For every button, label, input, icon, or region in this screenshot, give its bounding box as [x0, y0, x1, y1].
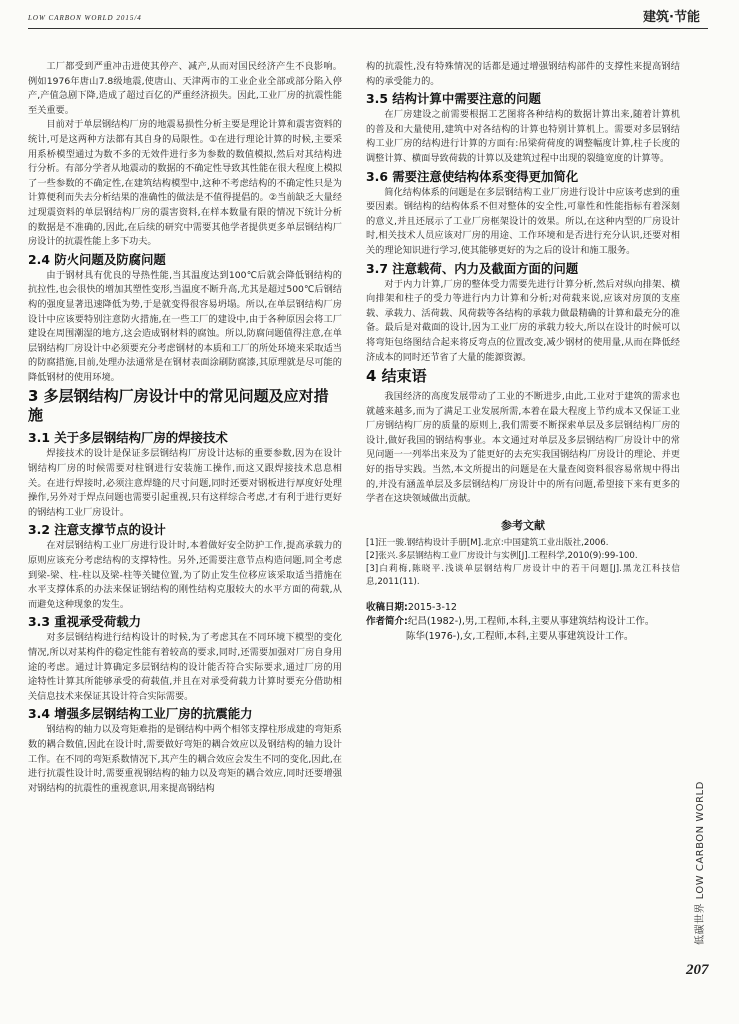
paragraph: 构的抗震性,没有特殊情况的话都是通过增强钢结构部件的支撑性来提高钢结构的承受能力的。	[366, 61, 680, 87]
section-heading-2-4: 2.4 防火问题及防腐问题	[28, 251, 166, 267]
section-heading-3-7: 3.7 注意载荷、内力及截面方面的问题	[366, 260, 579, 276]
paragraph: 钢结构的轴力以及弯矩难指的是钢结构中两个相邻支撑柱形成建的弯矩系数的耦合数值,因此在设计时,需要做好弯矩的耦合效应以及钢结构的轴力设计工作。在不同的弯矩系数情况下,其产生的耦合效应会发生不同的变化,因此,在进行抗震性设计时,需要重视钢结构的轴力以及弯矩的耦合效应,同时还要增强对钢结构的抗震性的重视意识,用来提高钢结构	[28, 724, 342, 794]
author-2: 陈华(1976-),女,工程师,本科,主要从事建筑设计工作。	[405, 631, 634, 643]
section-heading-3-3: 3.3 重视承受荷载力	[28, 614, 141, 630]
section-heading-3-4: 3.4 增强多层钢结构工业厂房的抗震能力	[28, 706, 253, 722]
author-label: 作者简介:	[366, 616, 408, 628]
paragraph: 工厂都受到严重冲击进使其停产、减产,从而对国民经济产生不良影响。例如1976年唐山7.8级地震,使唐山、天津两市的工业企业全部或部分陷入停产,产值急剧下降,造成了超过百亿的严重经济损失。因此,工业厂房的抗震性能至关重要。	[28, 61, 342, 116]
reference-item: [1]汪一骏.钢结构设计手册[M].北京:中国建筑工业出版社,2006.	[366, 537, 609, 548]
journal-name: LOW CARBON WORLD 2015/4	[28, 14, 142, 22]
paragraph: 我国经济的高度发展带动了工业的不断进步,由此,工业对于建筑的需求也就越来越多,而为了满足工业发展所需,本着在最大程度上节约成本又保证工业厂房钢结构厂房的质量的原则上,我们需要不断探索单层及多层钢结构厂房的设计,做好我国的钢结构事业。本文通过对单层及多层钢结构厂房设计中的常见问题一一列举出来及为了能更好的去充实我国钢结构厂房设计的理论、并更好的指导实践。当然,本文所提出的问题是在大量查阅资料很容易常规中得出的,并没有涵盖单层及多层钢结构厂房设计中的所有问题,希望接下来有更多的学者在这块领域做出贡献。	[366, 391, 680, 505]
section-heading-4: 4 结束语	[366, 367, 427, 386]
reference-item: [3]白莉梅,陈晓平.浅谈单层钢结构厂房设计中的若干问题[J].黑龙江科技信息,2011(11).	[366, 563, 680, 587]
paragraph: 对多层钢结构进行结构设计的时候,为了考虑其在不同环境下模型的变化情况,所以对某构件的稳定性能有着较高的要求,同时,还需要加强对厂房自身用途的考虑。通过计算确定多层钢结构的设计能否符合实际要求,通过厂房的用途特性计算其所能够承受的荷载值,并且在对承受荷载力计算时要充分借助相关信息技术来保证其设计符合实际需要。	[28, 632, 342, 702]
received-value: 2015-3-12	[407, 601, 457, 613]
right-column	[366, 60, 680, 890]
paragraph: 由于钢材具有优良的导热性能,当其温度达到100℃后就会降低钢结构的抗拉性,也会很快的增加其塑性变形,当温度不断升高,尤其是超过500℃后钢结构的强度显著迅速降低为势,于是就变得很容易坍塌。所以,在单层钢结构厂房设计中应该要特别注意防火措施,在一些工厂的建设中,由于各种原因会将工厂建设在周围潮湿的地方,这会造成钢材料的腐蚀。所以,防腐问题值得注意,在单层钢结构厂房设计中必须要充分考虑钢材的本质和工厂的所处环境来采取适当的防腐措施,目前,处理办法通常是在钢材表面涂刷防腐漆,其原理就是尽可能的降低钢材的使用环境。	[28, 269, 342, 383]
paragraph: 焊接技术的设计是保证多层钢结构厂房设计达标的重要参数,因为在设计钢结构厂房的时候需要对柱钢进行安装施工操作,而这又跟焊接技术息息相关。在进行焊接时,必须注意焊缝的尺寸问题,同时还要对钢板进行厚度好处理操作,另外对于焊点问题也需要引起重视,只有这样综合考虑,才有利于进行更好的钢结构工业厂房设计。	[28, 448, 342, 518]
side-journal-text: 低碳世界 LOW CARBON WORLD	[695, 781, 706, 945]
author-1: 纪昌(1982-),男,工程师,本科,主要从事建筑结构设计工作。	[407, 616, 655, 628]
received-date	[366, 601, 680, 616]
paragraph: 目前对于单层钢结构厂房的地震易损性分析主要是理论计算和震害资料的统计,可是这两种方法都有其自身的局限性。①在进行理论计算的时候,主要采用系桥模型通过为数不多的无效件进行多为参数的数值模拟,然后对其结构进行分析。有部分学者从地震动的数据的不确定性导致其性能在很大程度上模拟了一些参数的不确定性,在建筑结构模型中,这种不考虑结构的不确定性只是为计算便利而失去分析结果的准确性的做法是不值得提倡的。②当前缺乏大量经过现震资料的单层钢结构厂房的震害资料,在样本数量有限的情况下统计分析的数据是不准确的,因此,在后续的研究中需要其他学者提供更多单层钢结构厂房设计的抗震性能上多下功夫。	[28, 119, 342, 248]
section-heading-3-5: 3.5 结构计算中需要注意的问题	[366, 91, 541, 107]
left-column	[28, 60, 342, 1008]
page-number: 207	[686, 962, 709, 978]
paragraph: 在对层钢结构工业厂房进行设计时,本着做好安全防护工作,提高承载力的原则应该充分考虑结构的支撑特性。另外,还需要注意节点构造问题,同全考虑到梁-梁、柱-柱以及梁-柱等关键位置,为了防止发生位移应该采取适当措施在水平支撑体系的办法来保证钢结构的刚性结构克服较大的水平方面的荷载,从而避免这种现象的发生。	[28, 540, 342, 610]
paragraph: 对于内力计算,厂房的整体受力需要先进行计算分析,然后对纵向排架、横向排架和柱子的受力等进行内力计算和分析;对荷载来说,应该对房顶的支座载、承载力、活荷载、风荷载等各结构的承载力做最精确的计算和最充分的准备。最后是对截面的设计,因为工业厂房的承载力较大,所以在设计的时候可以将弯矩包络图结合起来将反弯点的位置改变,减少钢材的使用量,从而在降低经济成本的同时还节省了大量的能源资源。	[366, 278, 680, 363]
received-label: 收稿日期:	[366, 601, 408, 613]
section-heading-3-2: 3.2 注意支撑节点的设计	[28, 522, 166, 538]
running-header	[28, 4, 708, 32]
header-divider	[28, 28, 708, 29]
section-heading-3: 3 多层钢结构厂房设计中的常见问题及应对措施	[28, 387, 329, 425]
paragraph: 简化结构体系的问题是在多层钢结构工业厂房进行设计中应该考虑到的重要因素。钢结构的结构体系不但对整体的安全性,可靠性和性能指标有着深刻的意义,并且还展示了工业厂房框架设计的效果。所以,在这种内型的厂房设计时,相关技术人员应该对厂房的用途、工作环境和是否进行充分认识,还要对相关的理论知识进行学习,使其能够更好的为之后的设计和施工服务。	[366, 186, 680, 256]
section-label: 建筑·节能	[643, 10, 700, 25]
author-info	[366, 615, 680, 630]
reference-item: [2]张兴.多层钢结构工业厂房设计与实例[J].工程科学,2010(9):99-100.	[366, 550, 638, 561]
paragraph: 在厂房建设之前需要根据工艺图将各种结构的数据计算出来,随着计算机的普及和大量使用,建筑中对各结构的计算也特别计算机上。需要对多层钢结构工业厂房的结构进行计算的方面有:吊梁荷荷度的调整幅度计算,柱子长度的调整计算、横面导致荷载的计算以及建筑过程中出现的裂缝宽度的计算等。	[366, 109, 680, 164]
journal-side-logo	[679, 781, 719, 950]
section-heading-3-6: 3.6 需要注意使结构体系变得更加简化	[366, 168, 579, 184]
references-title: 参考文献	[501, 518, 545, 532]
section-heading-3-1: 3.1 关于多层钢结构厂房的焊接技术	[28, 430, 228, 446]
